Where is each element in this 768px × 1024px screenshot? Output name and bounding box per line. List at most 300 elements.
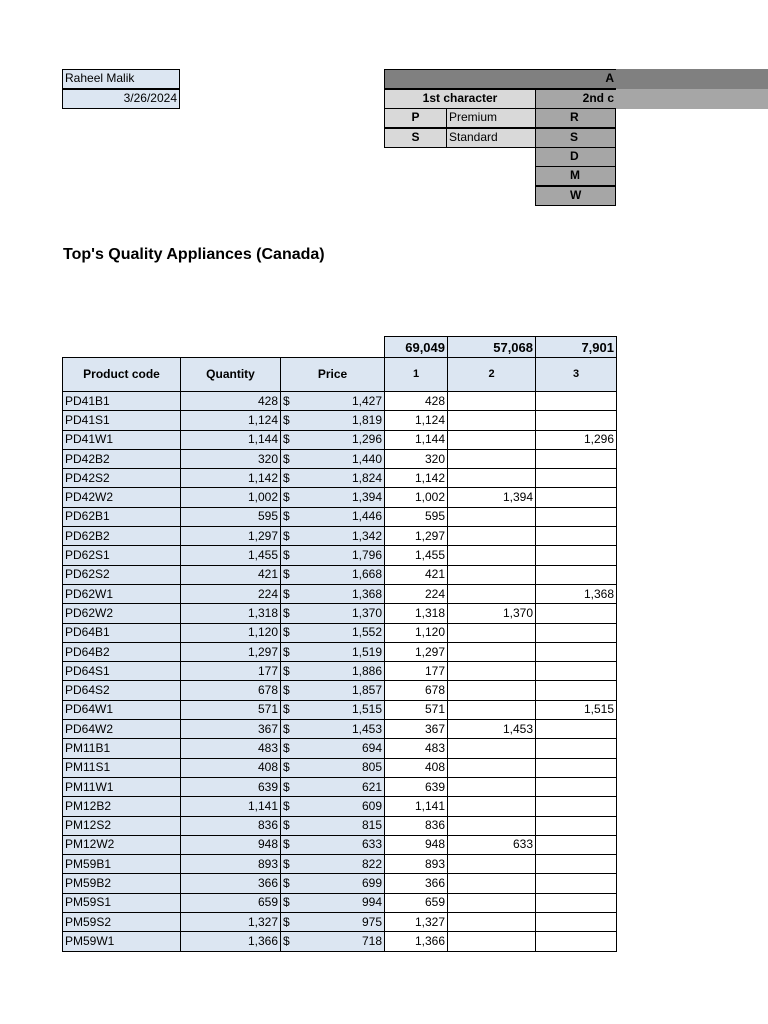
c2-cell[interactable]	[448, 874, 536, 893]
currency-symbol: $	[283, 721, 290, 736]
legend-code-text: D	[570, 149, 579, 163]
legend-code-text: P	[411, 110, 420, 124]
price-cell[interactable]	[281, 720, 385, 739]
c3-cell[interactable]	[536, 642, 617, 661]
table-row	[63, 835, 617, 854]
table-row	[63, 642, 617, 661]
currency-symbol: $	[283, 837, 290, 852]
date-value: 3/26/2024	[123, 91, 177, 105]
quantity-cell[interactable]: 639	[181, 777, 281, 796]
header-price[interactable]: Price	[281, 358, 385, 392]
quantity-cell[interactable]: 1,124	[181, 411, 281, 430]
price-cell[interactable]	[281, 488, 385, 507]
product-code-cell[interactable]: PD64W2	[63, 720, 181, 739]
c3-cell[interactable]	[536, 739, 617, 758]
c2-cell[interactable]	[448, 584, 536, 603]
product-code-cell[interactable]: PD41W1	[63, 430, 181, 449]
quantity-cell[interactable]: 366	[181, 874, 281, 893]
currency-symbol: $	[283, 798, 290, 813]
product-code-cell[interactable]: PM11W1	[63, 777, 181, 796]
price-cell[interactable]	[281, 584, 385, 603]
c2-cell[interactable]: 1,394	[448, 488, 536, 507]
quantity-cell[interactable]: 1,297	[181, 642, 281, 661]
legend-second-char-code[interactable]	[535, 166, 616, 186]
header-row	[63, 358, 617, 392]
c1-cell[interactable]: 428	[385, 392, 448, 411]
quantity-cell[interactable]: 177	[181, 662, 281, 681]
c1-cell[interactable]: 948	[385, 835, 448, 854]
product-code-cell[interactable]: PM11B1	[63, 739, 181, 758]
c2-cell[interactable]	[448, 913, 536, 932]
product-code-cell[interactable]: PD62W1	[63, 584, 181, 603]
price-cell[interactable]	[281, 604, 385, 623]
price-cell[interactable]	[281, 681, 385, 700]
legend-code-text: W	[570, 188, 582, 202]
c1-cell[interactable]: 408	[385, 758, 448, 777]
c3-cell[interactable]	[536, 874, 617, 893]
total-c1[interactable]: 69,049	[385, 337, 448, 358]
table-row	[63, 758, 617, 777]
price-cell[interactable]	[281, 623, 385, 642]
c3-cell[interactable]	[536, 932, 617, 951]
price-amount: 621	[361, 779, 382, 794]
c2-cell[interactable]	[448, 642, 536, 661]
c1-cell[interactable]: 367	[385, 720, 448, 739]
currency-symbol: $	[283, 490, 290, 505]
c2-cell[interactable]	[448, 700, 536, 719]
price-cell[interactable]	[281, 835, 385, 854]
currency-symbol: $	[283, 393, 290, 408]
c3-cell[interactable]	[536, 411, 617, 430]
price-cell[interactable]	[281, 527, 385, 546]
legend-title-overflow	[616, 69, 768, 89]
legend-first-char-code[interactable]	[384, 128, 447, 148]
product-code-cell[interactable]: PD42W2	[63, 488, 181, 507]
table-row	[63, 507, 617, 526]
currency-symbol: $	[283, 779, 290, 794]
price-amount: 1,427	[351, 393, 382, 408]
c2-cell[interactable]	[448, 681, 536, 700]
table-row	[63, 932, 617, 951]
table-row	[63, 469, 617, 488]
legend-col2-header[interactable]	[535, 89, 616, 109]
product-code-cell[interactable]: PM12S2	[63, 816, 181, 835]
c1-cell[interactable]: 639	[385, 777, 448, 796]
legend-col1-header[interactable]	[384, 89, 536, 109]
c1-cell[interactable]: 659	[385, 893, 448, 912]
c1-cell[interactable]: 483	[385, 739, 448, 758]
quantity-cell[interactable]: 408	[181, 758, 281, 777]
legend-first-char-label[interactable]	[446, 128, 536, 148]
c1-cell[interactable]: 1,366	[385, 932, 448, 951]
price-cell[interactable]	[281, 469, 385, 488]
legend-second-char-code[interactable]	[535, 128, 616, 148]
price-amount: 822	[361, 856, 382, 871]
product-code-cell[interactable]: PM59W1	[63, 932, 181, 951]
c1-cell[interactable]: 177	[385, 662, 448, 681]
legend-second-char-code[interactable]	[535, 108, 616, 128]
price-cell[interactable]	[281, 642, 385, 661]
quantity-cell[interactable]: 1,142	[181, 469, 281, 488]
c2-cell[interactable]: 633	[448, 835, 536, 854]
price-amount: 609	[361, 798, 382, 813]
currency-symbol: $	[283, 412, 290, 427]
price-amount: 1,824	[351, 470, 382, 485]
c3-cell[interactable]	[536, 855, 617, 874]
header-c1[interactable]: 1	[385, 358, 448, 392]
header-c2[interactable]: 2	[448, 358, 536, 392]
currency-symbol: $	[283, 856, 290, 871]
price-amount: 1,796	[351, 548, 382, 563]
c3-cell[interactable]	[536, 507, 617, 526]
product-code-cell[interactable]: PM11S1	[63, 758, 181, 777]
price-cell[interactable]	[281, 392, 385, 411]
c3-cell[interactable]	[536, 662, 617, 681]
table-row	[63, 681, 617, 700]
quantity-cell[interactable]: 659	[181, 893, 281, 912]
price-cell[interactable]	[281, 777, 385, 796]
price-cell[interactable]	[281, 739, 385, 758]
currency-symbol: $	[283, 760, 290, 775]
c1-cell[interactable]: 421	[385, 565, 448, 584]
totals-row	[63, 337, 617, 358]
c3-cell[interactable]: 1,368	[536, 584, 617, 603]
c3-cell[interactable]	[536, 777, 617, 796]
currency-symbol: $	[283, 663, 290, 678]
c3-cell[interactable]	[536, 758, 617, 777]
sheet-title: Top's Quality Appliances (Canada)	[63, 246, 325, 263]
product-code-cell[interactable]: PM59S1	[63, 893, 181, 912]
c2-cell[interactable]	[448, 546, 536, 565]
c2-cell[interactable]	[448, 816, 536, 835]
price-amount: 994	[361, 895, 382, 910]
c3-cell[interactable]	[536, 546, 617, 565]
price-cell[interactable]	[281, 913, 385, 932]
c1-cell[interactable]: 893	[385, 855, 448, 874]
empty-cell	[281, 337, 385, 358]
price-amount: 1,552	[351, 625, 382, 640]
c1-cell[interactable]: 1,318	[385, 604, 448, 623]
c2-cell[interactable]	[448, 411, 536, 430]
currency-symbol: $	[283, 895, 290, 910]
c2-cell[interactable]	[448, 623, 536, 642]
legend-code-text: R	[570, 110, 579, 124]
legend-col2-header-text: 2nd c	[582, 91, 614, 105]
table-row	[63, 411, 617, 430]
table-row	[63, 855, 617, 874]
c3-cell[interactable]: 1,296	[536, 430, 617, 449]
c3-cell[interactable]	[536, 392, 617, 411]
price-amount: 1,394	[351, 490, 382, 505]
price-amount: 1,440	[351, 451, 382, 466]
c2-cell[interactable]	[448, 662, 536, 681]
quantity-cell[interactable]: 1,455	[181, 546, 281, 565]
product-code-cell[interactable]: PD41B1	[63, 392, 181, 411]
total-c2[interactable]: 57,068	[448, 337, 536, 358]
currency-symbol: $	[283, 683, 290, 698]
price-cell[interactable]	[281, 411, 385, 430]
price-amount: 1,453	[351, 721, 382, 736]
product-code-cell[interactable]: PD62W2	[63, 604, 181, 623]
currency-symbol: $	[283, 586, 290, 601]
product-code-cell[interactable]: PM59B1	[63, 855, 181, 874]
price-cell[interactable]	[281, 758, 385, 777]
c1-cell[interactable]: 1,297	[385, 527, 448, 546]
author-name: Raheel Malik	[65, 71, 135, 85]
product-code-cell[interactable]: PM59S2	[63, 913, 181, 932]
c2-cell[interactable]	[448, 449, 536, 468]
c2-cell[interactable]	[448, 777, 536, 796]
c1-cell[interactable]: 1,297	[385, 642, 448, 661]
c1-cell[interactable]: 1,124	[385, 411, 448, 430]
c1-cell[interactable]: 224	[385, 584, 448, 603]
currency-symbol: $	[283, 914, 290, 929]
c2-cell[interactable]	[448, 797, 536, 816]
c1-cell[interactable]: 1,120	[385, 623, 448, 642]
c2-cell[interactable]: 1,370	[448, 604, 536, 623]
currency-symbol: $	[283, 451, 290, 466]
quantity-cell[interactable]: 595	[181, 507, 281, 526]
c1-cell[interactable]: 366	[385, 874, 448, 893]
c2-cell[interactable]	[448, 893, 536, 912]
c1-cell[interactable]: 1,141	[385, 797, 448, 816]
quantity-cell[interactable]: 893	[181, 855, 281, 874]
price-amount: 1,368	[351, 586, 382, 601]
table-row	[63, 662, 617, 681]
table-row	[63, 874, 617, 893]
price-amount: 1,446	[351, 509, 382, 524]
price-cell[interactable]	[281, 855, 385, 874]
currency-symbol: $	[283, 567, 290, 582]
currency-symbol: $	[283, 528, 290, 543]
c2-cell[interactable]	[448, 565, 536, 584]
legend-code-text: M	[570, 168, 580, 182]
c2-cell[interactable]	[448, 430, 536, 449]
quantity-cell[interactable]: 1,141	[181, 797, 281, 816]
table-row	[63, 777, 617, 796]
c3-cell[interactable]	[536, 816, 617, 835]
legend-label-text: Standard	[449, 130, 498, 144]
c1-cell[interactable]: 1,144	[385, 430, 448, 449]
product-code-cell[interactable]: PD62B1	[63, 507, 181, 526]
c2-cell[interactable]	[448, 739, 536, 758]
price-amount: 1,515	[351, 702, 382, 717]
c3-cell[interactable]	[536, 913, 617, 932]
c2-cell[interactable]	[448, 932, 536, 951]
product-code-cell[interactable]: PD62S1	[63, 546, 181, 565]
quantity-cell[interactable]: 571	[181, 700, 281, 719]
author-name-cell[interactable]	[62, 69, 180, 89]
c3-cell[interactable]	[536, 469, 617, 488]
price-amount: 1,296	[351, 432, 382, 447]
price-cell[interactable]	[281, 797, 385, 816]
product-code-cell[interactable]: PD42S2	[63, 469, 181, 488]
legend-title: A	[605, 71, 614, 85]
product-code-cell[interactable]: PD64B2	[63, 642, 181, 661]
price-amount: 1,857	[351, 683, 382, 698]
c3-cell[interactable]	[536, 893, 617, 912]
c1-cell[interactable]: 1,142	[385, 469, 448, 488]
currency-symbol: $	[283, 644, 290, 659]
c2-cell[interactable]	[448, 758, 536, 777]
c3-cell[interactable]	[536, 449, 617, 468]
price-amount: 1,519	[351, 644, 382, 659]
c1-cell[interactable]: 1,327	[385, 913, 448, 932]
quantity-cell[interactable]: 836	[181, 816, 281, 835]
c2-cell[interactable]: 1,453	[448, 720, 536, 739]
c3-cell[interactable]	[536, 681, 617, 700]
table-row	[63, 720, 617, 739]
currency-symbol: $	[283, 470, 290, 485]
table-row	[63, 527, 617, 546]
legend-code-text: S	[411, 130, 420, 144]
c1-cell[interactable]: 1,455	[385, 546, 448, 565]
header-product-code[interactable]: Product code	[63, 358, 181, 392]
price-amount: 718	[361, 933, 382, 948]
table-row	[63, 392, 617, 411]
legend-second-char-code[interactable]	[535, 147, 616, 167]
price-cell[interactable]	[281, 662, 385, 681]
product-table	[62, 336, 617, 952]
currency-symbol: $	[283, 625, 290, 640]
c2-cell[interactable]	[448, 855, 536, 874]
c3-cell[interactable]	[536, 527, 617, 546]
legend-first-char-code[interactable]	[384, 108, 447, 128]
quantity-cell[interactable]: 367	[181, 720, 281, 739]
c1-cell[interactable]: 595	[385, 507, 448, 526]
price-amount: 1,370	[351, 605, 382, 620]
quantity-cell[interactable]: 224	[181, 584, 281, 603]
quantity-cell[interactable]: 1,318	[181, 604, 281, 623]
price-cell[interactable]	[281, 546, 385, 565]
quantity-cell[interactable]: 1,297	[181, 527, 281, 546]
quantity-cell[interactable]: 1,327	[181, 913, 281, 932]
legend-title-cell[interactable]	[384, 69, 616, 89]
c3-cell[interactable]	[536, 565, 617, 584]
quantity-cell[interactable]: 948	[181, 835, 281, 854]
c1-cell[interactable]: 836	[385, 816, 448, 835]
quantity-cell[interactable]: 428	[181, 392, 281, 411]
quantity-cell[interactable]: 483	[181, 739, 281, 758]
product-code-cell[interactable]: PD64B1	[63, 623, 181, 642]
price-cell[interactable]	[281, 816, 385, 835]
c3-cell[interactable]	[536, 797, 617, 816]
price-cell[interactable]	[281, 565, 385, 584]
price-amount: 699	[361, 876, 382, 891]
c3-cell[interactable]	[536, 623, 617, 642]
c2-cell[interactable]	[448, 392, 536, 411]
currency-symbol: $	[283, 702, 290, 717]
legend-code-text: S	[570, 130, 579, 144]
table-row	[63, 913, 617, 932]
product-code-cell[interactable]: PM12W2	[63, 835, 181, 854]
c1-cell[interactable]: 1,002	[385, 488, 448, 507]
c1-cell[interactable]: 678	[385, 681, 448, 700]
price-cell[interactable]	[281, 430, 385, 449]
product-code-cell[interactable]: PD62B2	[63, 527, 181, 546]
currency-symbol: $	[283, 933, 290, 948]
table-row	[63, 739, 617, 758]
table-row	[63, 546, 617, 565]
empty-cell	[63, 337, 181, 358]
header-quantity[interactable]: Quantity	[181, 358, 281, 392]
price-cell[interactable]	[281, 932, 385, 951]
product-code-cell[interactable]: PD64S2	[63, 681, 181, 700]
quantity-cell[interactable]: 1,002	[181, 488, 281, 507]
product-code-cell[interactable]: PD64S1	[63, 662, 181, 681]
currency-symbol: $	[283, 740, 290, 755]
header-c3[interactable]: 3	[536, 358, 617, 392]
table-row	[63, 797, 617, 816]
c3-cell[interactable]	[536, 720, 617, 739]
table-row	[63, 816, 617, 835]
price-amount: 1,886	[351, 663, 382, 678]
currency-symbol: $	[283, 605, 290, 620]
legend-first-char-label[interactable]	[446, 108, 536, 128]
empty-cell	[181, 337, 281, 358]
price-amount: 1,819	[351, 412, 382, 427]
c3-cell[interactable]	[536, 835, 617, 854]
price-amount: 1,342	[351, 528, 382, 543]
c2-cell[interactable]	[448, 469, 536, 488]
price-cell[interactable]	[281, 507, 385, 526]
product-code-cell[interactable]: PD42B2	[63, 449, 181, 468]
price-amount: 815	[361, 818, 382, 833]
c1-cell[interactable]: 320	[385, 449, 448, 468]
price-amount: 694	[361, 740, 382, 755]
legend-col1-header-text: 1st character	[422, 91, 498, 105]
table-row	[63, 430, 617, 449]
price-cell[interactable]	[281, 874, 385, 893]
quantity-cell[interactable]: 1,144	[181, 430, 281, 449]
c2-cell[interactable]	[448, 527, 536, 546]
quantity-cell[interactable]: 421	[181, 565, 281, 584]
legend-second-char-code[interactable]	[535, 186, 616, 206]
c1-cell[interactable]: 571	[385, 700, 448, 719]
product-code-cell[interactable]: PM12B2	[63, 797, 181, 816]
price-cell[interactable]	[281, 449, 385, 468]
currency-symbol: $	[283, 509, 290, 524]
table-row	[63, 700, 617, 719]
total-c3[interactable]: 7,901	[536, 337, 617, 358]
currency-symbol: $	[283, 876, 290, 891]
legend-header-overflow	[616, 89, 768, 109]
date-cell[interactable]	[62, 89, 180, 109]
quantity-cell[interactable]: 678	[181, 681, 281, 700]
price-amount: 1,668	[351, 567, 382, 582]
table-row	[63, 449, 617, 468]
currency-symbol: $	[283, 818, 290, 833]
c3-cell[interactable]	[536, 488, 617, 507]
price-cell[interactable]	[281, 893, 385, 912]
table-row	[63, 584, 617, 603]
product-code-cell[interactable]: PD62S2	[63, 565, 181, 584]
product-code-cell[interactable]: PD41S1	[63, 411, 181, 430]
product-code-cell[interactable]: PD64W1	[63, 700, 181, 719]
quantity-cell[interactable]: 1,366	[181, 932, 281, 951]
c3-cell[interactable]	[536, 604, 617, 623]
c2-cell[interactable]	[448, 507, 536, 526]
price-cell[interactable]	[281, 700, 385, 719]
c3-cell[interactable]: 1,515	[536, 700, 617, 719]
quantity-cell[interactable]: 1,120	[181, 623, 281, 642]
product-code-cell[interactable]: PM59B2	[63, 874, 181, 893]
currency-symbol: $	[283, 432, 290, 447]
price-amount: 975	[361, 914, 382, 929]
table-row	[63, 893, 617, 912]
quantity-cell[interactable]: 320	[181, 449, 281, 468]
table-row	[63, 488, 617, 507]
